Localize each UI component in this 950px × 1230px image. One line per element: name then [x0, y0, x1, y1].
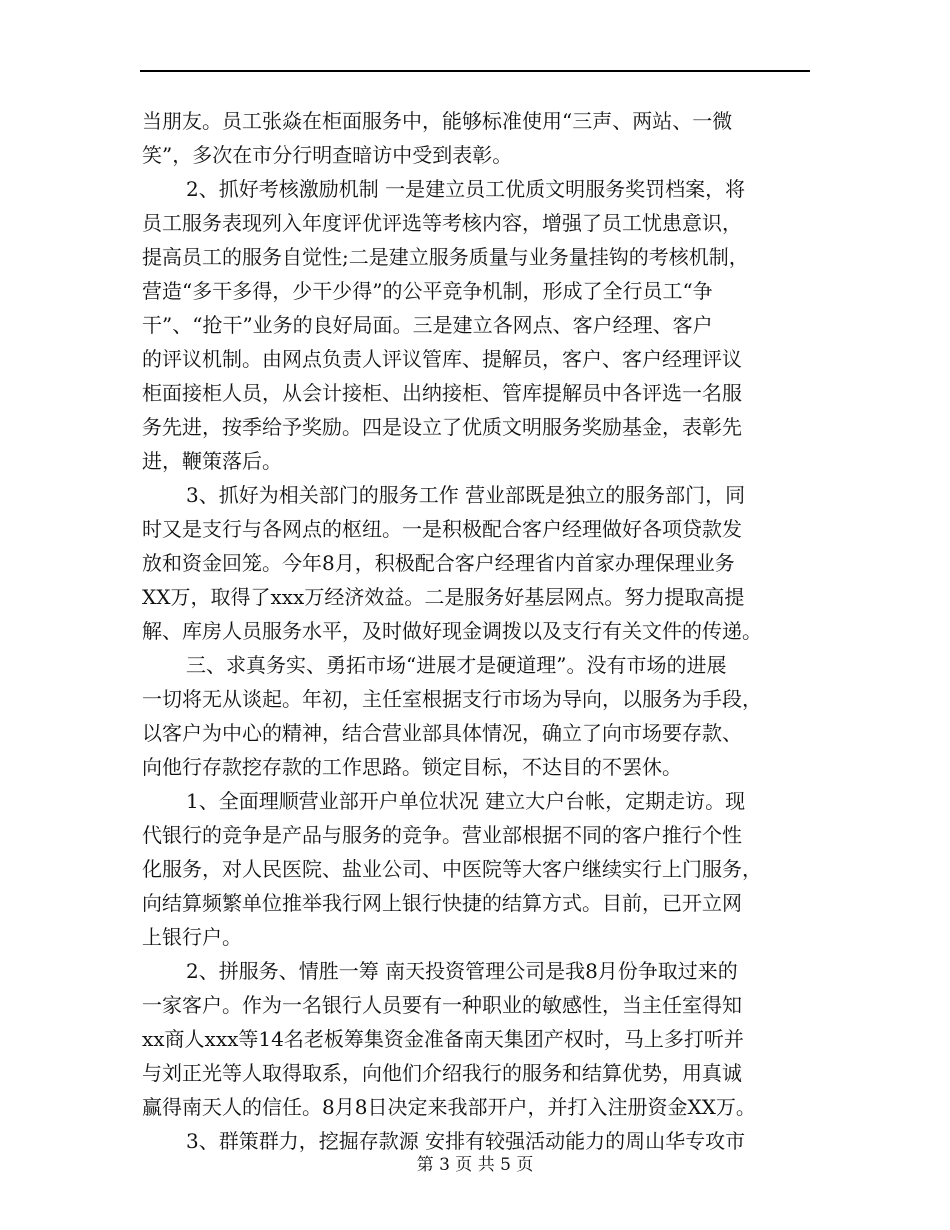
text-line: 化服务，对人民医院、盐业公司、中医院等大客户继续实行上门服务， — [142, 857, 762, 881]
text-line: 的评议机制。由网点负责人评议管库、提解员，客户、客户经理评议 — [142, 347, 742, 371]
text-line: 放和资金回笼。今年8月，积极配合客户经理省内首家办理保理业务 — [142, 551, 735, 575]
text-line: 提高员工的服务自觉性;二是建立服务质量与业务量挂钩的考核机制， — [142, 245, 749, 269]
text-line: 务先进，按季给予奖励。四是设立了优质文明服务奖励基金，表彰先 — [142, 415, 742, 439]
text-line: 干”、“抢干”业务的良好局面。三是建立各网点、客户经理、客户 — [142, 313, 713, 337]
text-line: 一家客户。作为一名银行人员要有一种职业的敏感性，当主任室得知 — [142, 993, 742, 1017]
text-line: 赢得南天人的信任。8月8日决定来我部开户，并打入注册资金XX万。 — [142, 1095, 756, 1119]
text-line: xx商人xxx等14名老板筹集资金准备南天集团产权时，马上多打听并 — [142, 1027, 744, 1051]
text-line: 进，鞭策落后。 — [142, 449, 282, 473]
text-line: 当朋友。员工张焱在柜面服务中，能够标准使用“三声、两站、一微 — [142, 109, 733, 133]
text-line: 2、拼服务、情胜一筹 南天投资管理公司是我8月份争取过来的 — [186, 959, 738, 983]
text-line: 上银行户。 — [142, 925, 242, 949]
text-line: 三、求真务实、勇拓市场“进展才是硬道理”。没有市场的进展 — [186, 653, 727, 677]
text-line: 1、全面理顺营业部开户单位状况 建立大户台帐，定期走访。现 — [186, 789, 746, 813]
text-line: 以客户为中心的精神，结合营业部具体情况，确立了向市场要存款、 — [142, 721, 742, 745]
text-line: 柜面接柜人员，从会计接柜、出纳接柜、管库提解员中各评选一名服 — [142, 381, 742, 405]
page-footer: 第 3 页 共 5 页 — [416, 1155, 534, 1175]
text-line: 向结算频繁单位推举我行网上银行快捷的结算方式。目前，已开立网 — [142, 891, 742, 915]
text-line: 代银行的竞争是产品与服务的竞争。营业部根据不同的客户推行个性 — [142, 823, 742, 847]
text-line: 员工服务表现列入年度评优评选等考核内容，增强了员工忧患意识， — [142, 211, 742, 235]
header-rule — [140, 70, 810, 72]
text-line: 营造“多干多得，少干少得”的公平竞争机制，形成了全行员工“争 — [142, 279, 713, 303]
text-line: 向他行存款挖存款的工作思路。锁定目标，不达目的不罢休。 — [142, 755, 682, 779]
text-line: 笑”，多次在市分行明查暗访中受到表彰。 — [142, 143, 513, 167]
text-line: 3、抓好为相关部门的服务工作 营业部既是独立的服务部门，同 — [186, 483, 746, 507]
text-line: 一切将无从谈起。年初，主任室根据支行市场为导向，以服务为手段， — [142, 687, 762, 711]
body-text — [142, 104, 812, 1158]
text-line: 解、库房人员服务水平，及时做好现金调拨以及支行有关文件的传递。 — [142, 619, 762, 643]
text-line: 3、群策群力，挖掘存款源 安排有较强活动能力的周山华专攻市 — [186, 1129, 746, 1153]
text-line: XX万，取得了xxx万经济效益。二是服务好基层网点。努力提取高提 — [142, 585, 745, 609]
text-line: 2、抓好考核激励机制 一是建立员工优质文明服务奖罚档案，将 — [186, 177, 746, 201]
text-line: 与刘正光等人取得取系，向他们介绍我行的服务和结算优势，用真诚 — [142, 1061, 742, 1085]
text-line: 时又是支行与各网点的枢纽。一是积极配合客户经理做好各项贷款发 — [142, 517, 742, 541]
